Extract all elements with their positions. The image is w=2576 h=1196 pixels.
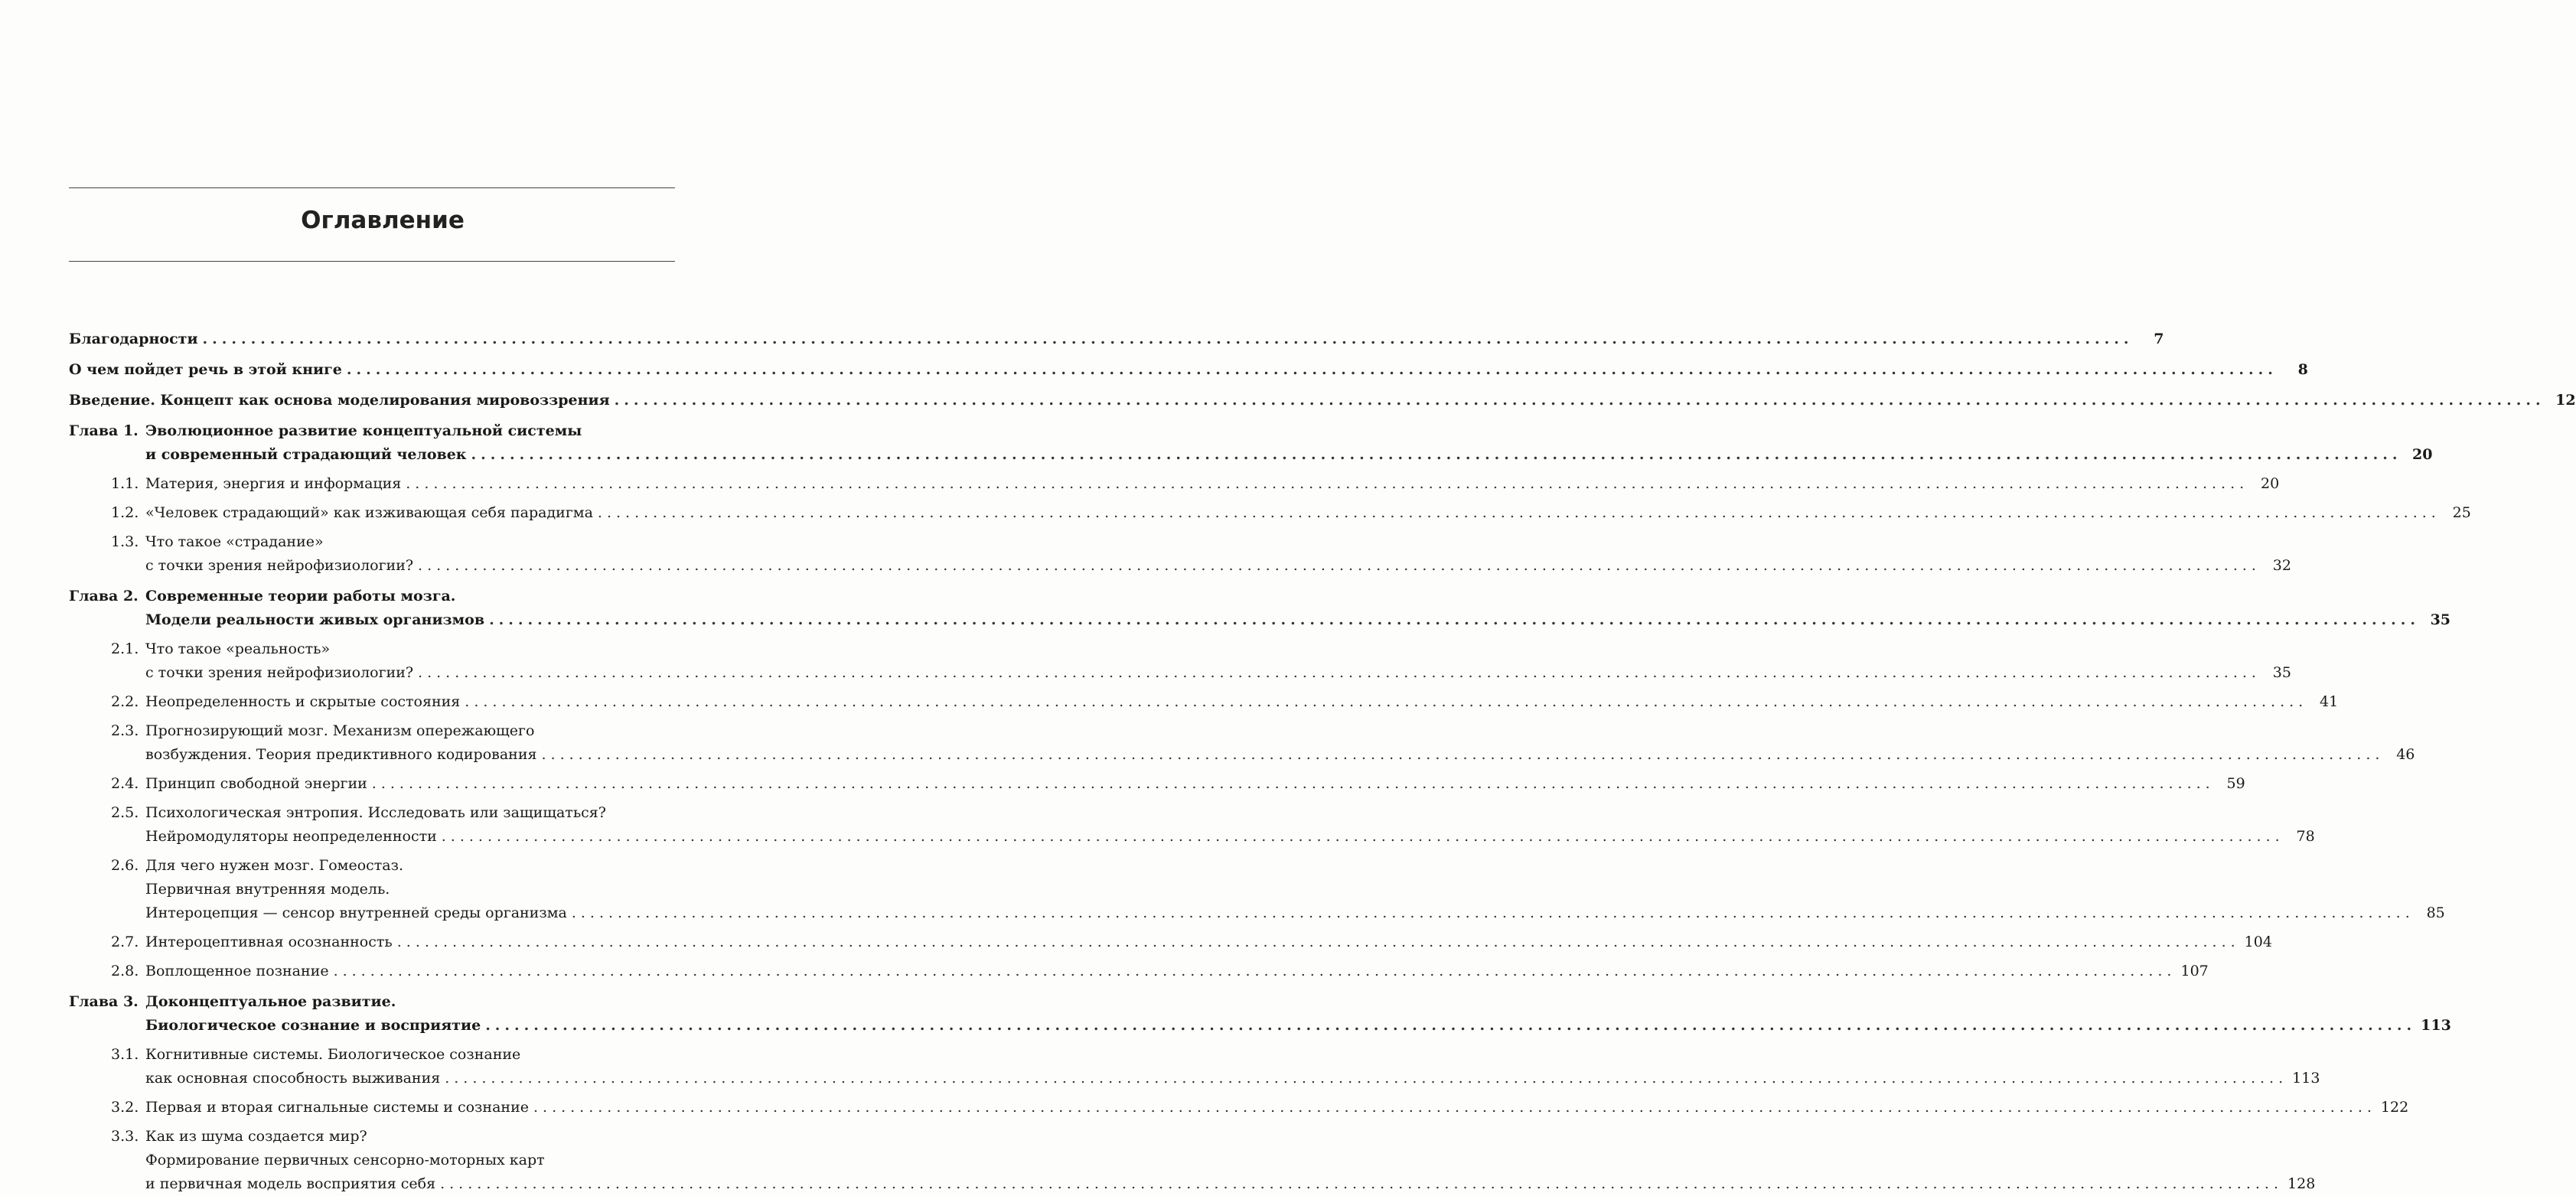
toc-entry-page: 128 bbox=[2287, 1175, 2316, 1192]
toc-entry-gratitude[interactable] bbox=[69, 328, 2164, 351]
dot-leader: ........................................................................................................................................................................................................ bbox=[533, 1099, 2376, 1116]
section-title-line2: Нейромодуляторы неопределенности bbox=[145, 828, 437, 845]
toc-entry-page: 104 bbox=[2244, 934, 2272, 950]
chapter-label: Глава 3. bbox=[69, 993, 139, 1010]
toc-entry-title: О чем пойдет речь в этой книге bbox=[69, 361, 342, 378]
dot-leader: ........................................................................................................................................................................................................ bbox=[418, 664, 2261, 681]
toc-entry-page: 12 bbox=[2555, 392, 2576, 409]
toc-entry-page: 85 bbox=[2426, 904, 2445, 921]
toc-entry-page: 78 bbox=[2296, 828, 2315, 845]
dot-leader: ........................................................................................................................................................................................................ bbox=[485, 1017, 2417, 1034]
section-number: 2.6. bbox=[111, 857, 139, 874]
section-title-line2: Формирование первичных сенсорно-моторных карт bbox=[145, 1152, 545, 1168]
toc-entry-page: 8 bbox=[2297, 361, 2308, 378]
toc-section-2-1[interactable] bbox=[69, 637, 2291, 685]
chapter-title-line1: Современные теории работы мозга. bbox=[145, 588, 456, 605]
toc-entry-page: 113 bbox=[2292, 1070, 2320, 1087]
toc-section-2-4[interactable] bbox=[69, 772, 2245, 796]
toc-entry-page: 46 bbox=[2396, 746, 2415, 763]
chapter-label: Глава 2. bbox=[69, 588, 139, 605]
section-title: Интероцептивная осознанность bbox=[145, 934, 393, 950]
toc-entry-intro[interactable] bbox=[69, 389, 2576, 412]
toc-entry-page: 35 bbox=[2430, 611, 2451, 628]
dot-leader: ........................................................................................................................................................................................................ bbox=[597, 504, 2441, 521]
toc-chapter-3[interactable] bbox=[69, 990, 2451, 1038]
section-number: 2.7. bbox=[111, 934, 139, 950]
toc-entry-title: Введение. Концепт как основа моделирования мировоззрения bbox=[69, 392, 610, 409]
section-number: 2.1. bbox=[111, 640, 139, 657]
section-number: 2.5. bbox=[111, 804, 139, 821]
top-rule bbox=[69, 187, 675, 188]
section-title-line3: и первичная модель восприятия себя bbox=[145, 1175, 436, 1192]
section-title: Принцип свободной энергии bbox=[145, 775, 367, 792]
toc-section-2-3[interactable] bbox=[69, 719, 2415, 767]
toc-section-1-2[interactable] bbox=[69, 501, 2471, 525]
section-number: 3.1. bbox=[111, 1046, 139, 1063]
section-number: 3.2. bbox=[111, 1099, 139, 1116]
dot-leader: ........................................................................................................................................................................................................ bbox=[541, 746, 2385, 763]
toc-entry-page: 107 bbox=[2180, 963, 2209, 979]
toc-section-2-8[interactable] bbox=[69, 960, 2209, 983]
section-title-line3: Интероцепция — сенсор внутренней среды организма bbox=[145, 904, 567, 921]
dot-leader: ........................................................................................................................................................................................................ bbox=[445, 1070, 2288, 1087]
toc-entry-about[interactable] bbox=[69, 358, 2308, 382]
section-number: 2.2. bbox=[111, 693, 139, 710]
section-number: 1.1. bbox=[111, 475, 139, 492]
toc-entry-page: 113 bbox=[2421, 1017, 2451, 1034]
section-title: Воплощенное познание bbox=[145, 963, 329, 979]
toc-section-3-3[interactable] bbox=[69, 1125, 2316, 1196]
toc-entry-page: 32 bbox=[2272, 557, 2291, 574]
toc-entry-page: 20 bbox=[2261, 475, 2280, 492]
section-title-line1: Что такое «реальность» bbox=[145, 640, 331, 657]
toc-section-1-3[interactable] bbox=[69, 530, 2291, 578]
dot-leader: ........................................................................................................................................................................................................ bbox=[489, 611, 2421, 628]
chapter-label: Глава 1. bbox=[69, 422, 139, 439]
dot-leader: ........................................................................................................................................................................................................ bbox=[396, 934, 2240, 950]
section-number: 1.3. bbox=[111, 533, 139, 550]
dot-leader: ........................................................................................................................................................................................................ bbox=[333, 963, 2177, 979]
section-title: «Человек страдающий» как изживающая себя парадигма bbox=[145, 504, 593, 521]
dot-leader: ........................................................................................................................................................................................................ bbox=[440, 1175, 2284, 1192]
section-number: 3.3. bbox=[111, 1128, 139, 1145]
dot-leader: ........................................................................................................................................................................................................ bbox=[346, 361, 2278, 378]
section-title-line1: Психологическая энтропия. Исследовать или защищаться? bbox=[145, 804, 606, 821]
section-number: 1.2. bbox=[111, 504, 139, 521]
toc-section-1-1[interactable] bbox=[69, 472, 2280, 496]
toc-entry-page: 7 bbox=[2154, 331, 2164, 347]
dot-leader: ........................................................................................................................................................................................................ bbox=[571, 904, 2415, 921]
chapter-title-line2: Биологическое сознание и восприятие bbox=[145, 1017, 481, 1034]
section-title-line2: с точки зрения нейрофизиологии? bbox=[145, 664, 414, 681]
chapter-title-line2: и современный страдающий человек bbox=[145, 446, 467, 463]
toc-section-2-6[interactable] bbox=[69, 854, 2445, 925]
section-title-line2: возбуждения. Теория предиктивного кодирования bbox=[145, 746, 537, 763]
toc-section-2-2[interactable] bbox=[69, 690, 2339, 714]
section-title-line1: Когнитивные системы. Биологическое сознание bbox=[145, 1046, 521, 1063]
toc-entry-page: 25 bbox=[2452, 504, 2471, 521]
section-number: 2.3. bbox=[111, 722, 139, 739]
dot-leader: ........................................................................................................................................................................................................ bbox=[371, 775, 2215, 792]
chapter-title-line1: Эволюционное развитие концептуальной системы bbox=[145, 422, 582, 439]
chapter-title-line2: Модели реальности живых организмов bbox=[145, 611, 485, 628]
bottom-rule bbox=[69, 261, 675, 262]
toc-section-3-1[interactable] bbox=[69, 1043, 2320, 1090]
toc-entry-page: 59 bbox=[2226, 775, 2245, 792]
toc-chapter-2[interactable] bbox=[69, 585, 2451, 632]
section-title: Материя, энергия и информация bbox=[145, 475, 402, 492]
section-title: Неопределенность и скрытые состояния bbox=[145, 693, 461, 710]
dot-leader: ........................................................................................................................................................................................................ bbox=[406, 475, 2249, 492]
dot-leader: ........................................................................................................................................................................................................ bbox=[418, 557, 2261, 574]
section-number: 2.4. bbox=[111, 775, 139, 792]
toc-section-2-7[interactable] bbox=[69, 930, 2272, 954]
toc-chapter-1[interactable] bbox=[69, 419, 2433, 467]
toc-section-2-5[interactable] bbox=[69, 801, 2315, 849]
chapter-title-line1: Доконцептуальное развитие. bbox=[145, 993, 396, 1010]
dot-leader: ........................................................................................................................................................................................................ bbox=[471, 446, 2402, 463]
section-title-line1: Что такое «страдание» bbox=[145, 533, 324, 550]
toc-entry-page: 41 bbox=[2320, 693, 2339, 710]
toc-entry-page: 20 bbox=[2412, 446, 2433, 463]
section-title-line2: Первичная внутренняя модель. bbox=[145, 881, 390, 898]
section-title-line2: как основная способность выживания bbox=[145, 1070, 441, 1087]
section-number: 2.8. bbox=[111, 963, 139, 979]
dot-leader: ........................................................................................................................................................................................................ bbox=[202, 331, 2134, 347]
section-title-line1: Для чего нужен мозг. Гомеостаз. bbox=[145, 857, 404, 874]
toc-section-3-2[interactable] bbox=[69, 1096, 2409, 1119]
toc-entry-title: Благодарности bbox=[69, 331, 198, 347]
section-title-line2: с точки зрения нейрофизиологии? bbox=[145, 557, 414, 574]
section-title: Первая и вторая сигнальные системы и сознание bbox=[145, 1099, 529, 1116]
toc-entry-page: 122 bbox=[2380, 1099, 2409, 1116]
dot-leader: ........................................................................................................................................................................................................ bbox=[441, 828, 2284, 845]
section-title-line1: Прогнозирующий мозг. Механизм опережающего bbox=[145, 722, 535, 739]
table-of-contents bbox=[69, 328, 2576, 1196]
page-title: Оглавление bbox=[301, 207, 465, 234]
toc-entry-page: 35 bbox=[2272, 664, 2291, 681]
dot-leader: ........................................................................................................................................................................................................ bbox=[614, 392, 2545, 409]
dot-leader: ........................................................................................................................................................................................................ bbox=[465, 693, 2308, 710]
section-title-line1: Как из шума создается мир? bbox=[145, 1128, 367, 1145]
